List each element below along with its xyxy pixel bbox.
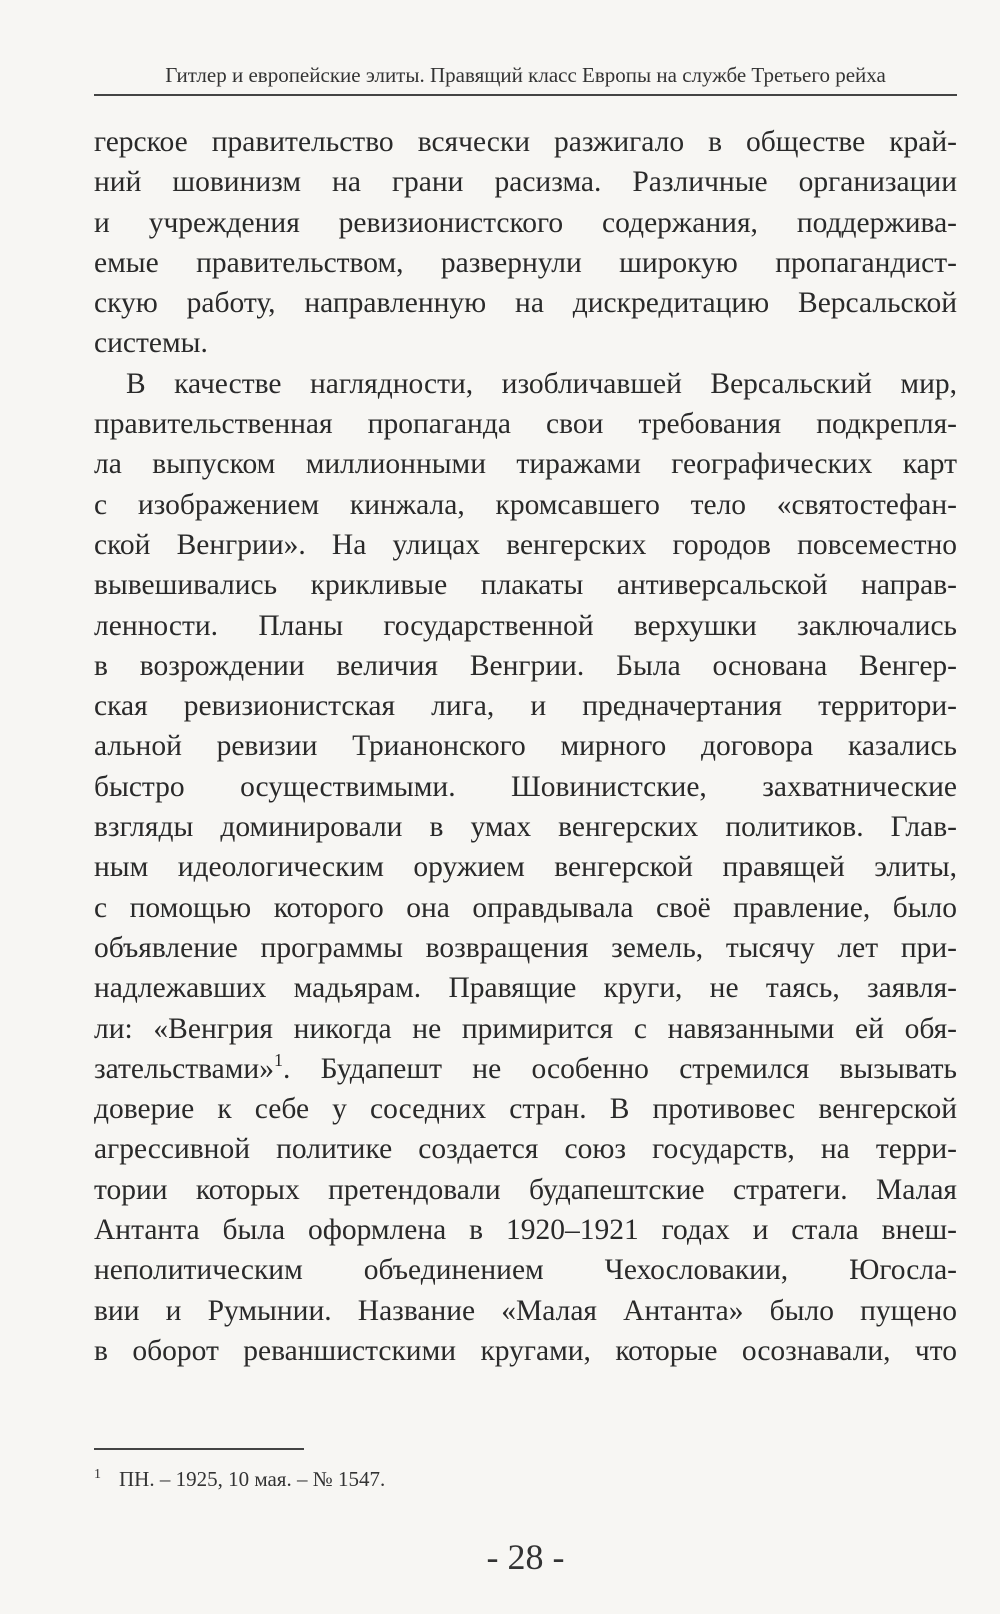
text-line: емые правительством, развернули широкую пропагандист-	[94, 246, 957, 279]
text-line: альной ревизии Трианонского мирного договора казались	[94, 730, 957, 763]
text-line: системы.	[94, 327, 208, 360]
footnote-divider	[94, 1448, 304, 1450]
body-text	[94, 122, 957, 1371]
text-line: ла выпуском миллионными тиражами географических карт	[94, 448, 957, 481]
running-header: Гитлер и европейские элиты. Правящий класс Европы на службе Третьего рейха	[165, 63, 886, 87]
text-line: надлежавших мадьярам. Правящие круги, не таясь, заявля-	[94, 972, 957, 1005]
page-number: - 28 -	[486, 1537, 565, 1577]
text-line: быстро осуществимыми. Шовинистские, захватнические	[94, 770, 957, 803]
text-fragment: . Будапешт не особенно стремился вызывать	[282, 1052, 957, 1085]
text-fragment: зательствами»	[94, 1052, 274, 1085]
text-line: с помощью которого она оправдывала своё правление, было	[94, 891, 957, 924]
text-line-with-footnote	[94, 1049, 957, 1089]
header-divider	[94, 94, 957, 96]
text-line: скую работу, направленную на дискредитацию Версальской	[94, 287, 957, 320]
text-line: ний шовинизм на грани расизма. Различные организации	[94, 166, 957, 199]
text-line: объявление программы возвращения земель, тысячу лет при-	[94, 931, 957, 964]
text-line: вии и Румынии. Название «Малая Антанта» было пущено	[94, 1294, 957, 1327]
text-line: в оборот реваншистскими кругами, которые осознавали, что	[94, 1334, 957, 1367]
text-line: в возрождении величия Венгрии. Была основана Венгер-	[94, 649, 957, 682]
text-line: герское правительство всячески разжигало в обществе край-	[94, 126, 957, 158]
text-line: ская ревизионистская лига, и предначертания территори-	[94, 690, 957, 723]
text-line: ным идеологическим оружием венгерской правящей элиты,	[94, 851, 957, 884]
text-line: В качестве наглядности, изобличавшей Версальский мир,	[126, 367, 957, 400]
footnote-reference: 1	[273, 1049, 283, 1070]
text-line: ленности. Планы государственной верхушки заключались	[94, 609, 957, 642]
text-line: тории которых претендовали будапештские стратеги. Малая	[94, 1173, 957, 1206]
text-line: ли: «Венгрия никогда не примирится с навязанными ей обя-	[94, 1012, 957, 1045]
footnote-marker: 1	[94, 1467, 101, 1482]
text-line: и учреждения ревизионистского содержания, поддержива-	[94, 206, 957, 239]
text-line: доверие к себе у соседних стран. В противовес венгерской	[94, 1093, 957, 1126]
footnote	[94, 1462, 385, 1492]
text-line: с изображением кинжала, кромсавшего тело «святостефан-	[94, 488, 957, 521]
text-line: Антанта была оформлена в 1920–1921 годах и стала внеш-	[94, 1214, 957, 1247]
text-line: вывешивались крикливые плакаты антиверсальской направ-	[94, 569, 957, 602]
text-line: неполитическим объединением Чехословакии, Югосла-	[94, 1254, 957, 1287]
footnote-text: ПН. – 1925, 10 мая. – № 1547.	[119, 1467, 386, 1491]
text-line: правительственная пропаганда свои требования подкрепля-	[94, 408, 957, 441]
text-line: взгляды доминировали в умах венгерских политиков. Глав-	[94, 811, 957, 844]
text-line: агрессивной политике создается союз государств, на терри-	[94, 1133, 957, 1166]
text-line: ской Венгрии». На улицах венгерских городов повсеместно	[94, 528, 957, 561]
